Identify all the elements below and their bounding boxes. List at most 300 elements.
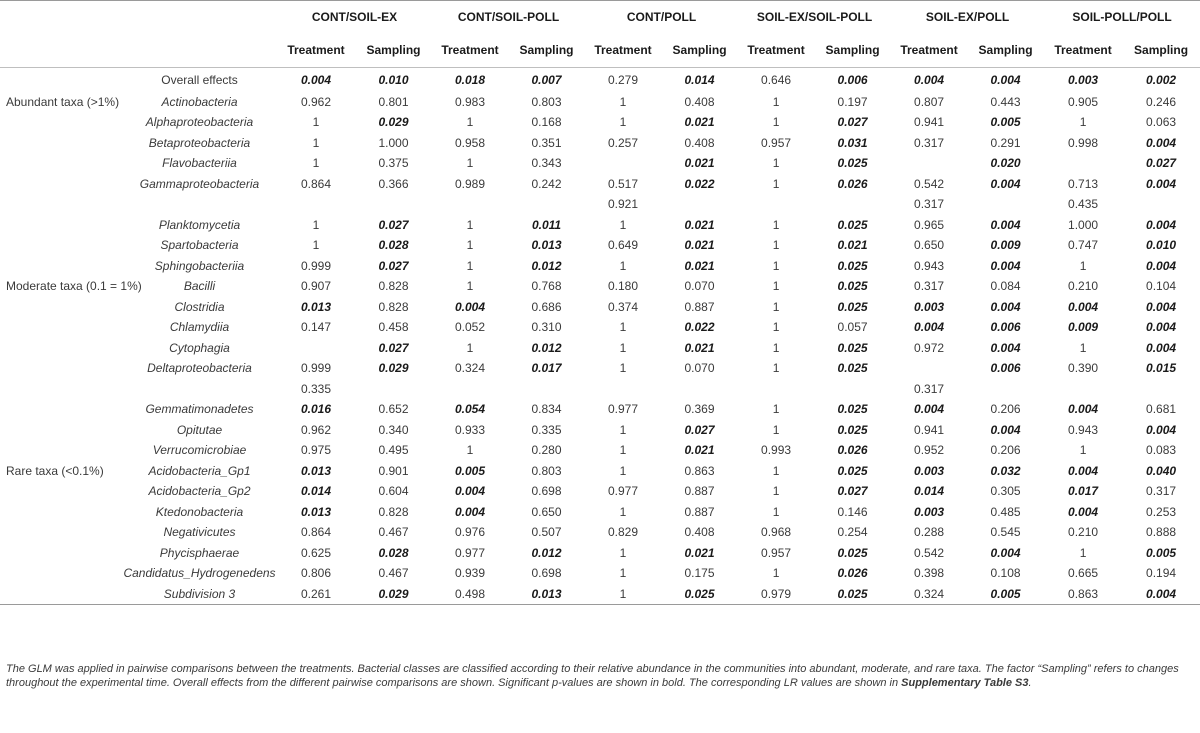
p-value-cell: 0.004 (454, 299, 486, 314)
p-value-cell: 0.009 (990, 238, 1021, 252)
p-value-cell (1122, 379, 1200, 400)
p-value-cell: 0.977 (608, 484, 639, 498)
p-value-cell: 0.057 (837, 320, 868, 334)
p-value-cell: 1 (619, 340, 627, 355)
p-value-cell: 0.003 (914, 463, 945, 478)
p-value-cell: 0.004 (990, 299, 1021, 314)
p-value-cell: 0.012 (531, 545, 562, 560)
p-value-cell (585, 379, 661, 400)
p-value-cell: 0.952 (914, 443, 945, 457)
p-value-cell: 0.104 (1146, 279, 1177, 293)
p-value-cell: 0.340 (378, 422, 409, 437)
p-value-cell: 0.999 (300, 361, 332, 375)
taxa-group-label: Moderate taxa (0.1 = 1%) (6, 279, 142, 293)
table-row (0, 481, 1200, 502)
p-value-cell: 0.004 (1146, 217, 1177, 232)
p-value-cell: 0.498 (454, 586, 486, 601)
table-row (0, 338, 1200, 359)
p-value-cell: 0.028 (378, 545, 409, 560)
p-value-cell: 0.027 (684, 422, 715, 437)
p-value-cell: 0.022 (684, 320, 715, 334)
footnote-reference: Supplementary Table S3 (901, 677, 1029, 689)
p-value-cell: 0.004 (1146, 320, 1177, 334)
p-value-cell: 0.031 (837, 135, 868, 150)
p-value-cell: 0.933 (454, 422, 486, 437)
p-value-cell: 0.014 (300, 484, 332, 498)
p-value-cell: 0.962 (300, 94, 332, 109)
p-value-cell: 0.829 (608, 525, 639, 539)
p-value-cell (432, 379, 508, 400)
p-value-cell (967, 379, 1044, 400)
bacterial-class-label: Acidobacteria_Gp1 (148, 463, 251, 478)
p-value-cell: 0.941 (914, 115, 945, 129)
p-value-cell (738, 379, 814, 400)
p-value-cell: 1 (772, 340, 780, 355)
p-value-cell: 0.005 (990, 586, 1021, 601)
p-value-cell: 0.317 (914, 381, 945, 396)
p-value-cell: 0.025 (684, 586, 715, 601)
p-value-cell: 0.517 (608, 176, 639, 191)
p-value-cell: 0.021 (684, 156, 715, 170)
p-value-cell: 0.015 (1146, 361, 1177, 375)
p-value-cell: 0.972 (914, 340, 945, 355)
table-row (0, 522, 1200, 543)
treatment-header: Treatment (594, 42, 652, 57)
p-value-cell: 0.253 (1146, 504, 1177, 519)
p-value-cell: 0.542 (914, 176, 945, 191)
bacterial-class-label: Planktomycetia (158, 217, 241, 232)
comparison-header: CONT/SOIL-EX (277, 1, 432, 34)
p-value-cell (891, 358, 967, 379)
p-value-cell: 0.495 (378, 443, 409, 457)
p-value-cell: 0.698 (531, 566, 562, 580)
footnote-text: The GLM was applied in pairwise comparisons between the treatments. Bacterial classes are classified according to their relative abundance in the communities into abundant, moderate, and rare taxa. The factor “Sampling” refers to changes throughout the experimental time. Overall effects from the different pairwise comparisons are shown. Significant p-values are shown in bold. The corresponding LR values are shown in (6, 663, 1179, 689)
p-value-cell: 0.009 (1068, 320, 1099, 334)
p-value-cell: 0.004 (990, 422, 1021, 437)
p-value-cell: 1 (772, 320, 780, 334)
p-value-cell (661, 379, 738, 400)
p-value-cell: 0.007 (531, 72, 562, 87)
bacterial-class-label: Spartobacteria (160, 238, 239, 252)
treatment-header: Treatment (1054, 42, 1112, 57)
p-value-cell (508, 194, 585, 215)
comparison-header: CONT/SOIL-POLL (432, 1, 585, 34)
p-value-cell: 0.021 (684, 238, 715, 252)
comparison-header: SOIL-EX/POLL (891, 1, 1044, 34)
p-value-cell: 0.305 (990, 484, 1021, 498)
p-value-cell: 0.004 (990, 545, 1021, 560)
bacterial-class-label: Ktedonobacteria (155, 504, 244, 519)
p-value-cell: 0.025 (837, 299, 868, 314)
table-row (0, 194, 1200, 215)
p-value-cell: 0.324 (914, 586, 945, 601)
p-value-cell: 0.025 (837, 258, 868, 273)
sampling-header: Sampling (519, 42, 574, 57)
table-row (0, 153, 1200, 174)
p-value-cell: 0.408 (684, 135, 715, 150)
p-value-cell: 0.467 (378, 525, 409, 539)
p-value-cell: 0.004 (990, 258, 1021, 273)
p-value-cell: 0.288 (914, 525, 945, 539)
table-body (0, 68, 1200, 605)
p-value-cell (967, 194, 1044, 215)
p-value-cell: 0.005 (990, 115, 1021, 129)
table-row (0, 235, 1200, 256)
bacterial-class-label: Flavobacteriia (162, 156, 237, 170)
sampling-header: Sampling (672, 42, 727, 57)
p-value-cell (585, 153, 661, 174)
table-row (0, 317, 1200, 338)
p-value-cell: 0.010 (378, 72, 409, 87)
table-row (0, 563, 1200, 584)
bacterial-class-label: Overall effects (161, 72, 238, 87)
p-value-cell: 0.032 (990, 463, 1021, 478)
p-value-cell: 0.040 (1146, 463, 1177, 478)
p-value-cell: 1 (1079, 443, 1087, 457)
sampling-header: Sampling (978, 42, 1033, 57)
p-value-cell: 0.317 (914, 279, 945, 293)
p-value-cell: 0.025 (837, 340, 868, 355)
p-value-cell: 1 (772, 422, 780, 437)
bacterial-class-label: Clostridia (174, 299, 225, 314)
p-value-cell: 0.968 (761, 525, 792, 539)
p-value-cell: 1 (466, 156, 474, 170)
bacterial-class-label: Sphingobacteriia (154, 258, 245, 273)
table-row (0, 440, 1200, 461)
treatment-header: Treatment (747, 42, 805, 57)
p-value-cell: 0.025 (837, 463, 868, 478)
p-value-cell (277, 194, 355, 215)
p-value-cell: 0.801 (378, 94, 409, 109)
p-value-cell: 0.004 (300, 72, 332, 87)
p-value-cell: 0.458 (378, 320, 409, 334)
bacterial-class-label: Cytophagia (169, 340, 230, 355)
bacterial-class-label: Chlamydiia (169, 320, 230, 334)
p-value-cell: 0.958 (454, 135, 486, 150)
comparison-header: SOIL-POLL/POLL (1044, 1, 1200, 34)
p-value-cell: 1 (772, 115, 780, 129)
p-value-cell (277, 338, 355, 359)
p-value-cell (432, 194, 508, 215)
p-value-cell: 0.025 (837, 545, 868, 560)
p-value-cell: 0.545 (990, 525, 1021, 539)
p-value-cell: 0.246 (1146, 94, 1177, 109)
p-value-cell: 0.070 (684, 361, 715, 375)
p-value-cell: 0.004 (990, 340, 1021, 355)
p-value-cell: 0.343 (531, 156, 562, 170)
p-value-cell: 1 (466, 340, 474, 355)
bacterial-class-label: Verrucomicrobiae (152, 443, 247, 457)
p-value-cell (1122, 194, 1200, 215)
p-value-cell: 0.084 (990, 279, 1021, 293)
p-value-cell: 1 (312, 238, 320, 252)
sampling-header: Sampling (825, 42, 880, 57)
p-value-cell: 0.004 (1068, 504, 1099, 519)
bacterial-class-label: Bacilli (183, 279, 216, 293)
p-value-cell: 0.713 (1068, 176, 1099, 191)
bacterial-class-label: Acidobacteria_Gp2 (148, 484, 251, 498)
p-value-cell: 0.025 (837, 217, 868, 232)
p-value-cell: 0.649 (608, 238, 639, 252)
p-value-cell: 0.999 (300, 258, 332, 273)
p-value-cell: 0.375 (378, 156, 409, 170)
p-value-cell: 0.408 (684, 525, 715, 539)
p-value-cell: 0.054 (454, 402, 486, 416)
p-value-cell: 0.194 (1146, 566, 1177, 580)
taxa-group-label: Abundant taxa (>1%) (6, 94, 120, 109)
p-value-cell: 0.004 (454, 484, 486, 498)
p-value-cell: 0.004 (914, 402, 945, 416)
p-value-cell: 0.907 (300, 279, 332, 293)
p-value-cell: 0.018 (454, 72, 486, 87)
p-value-cell: 0.180 (608, 279, 639, 293)
p-value-cell: 1 (1079, 258, 1087, 273)
p-value-cell: 0.317 (914, 135, 945, 150)
p-value-cell: 1 (772, 402, 780, 416)
p-value-cell: 0.485 (990, 504, 1021, 519)
p-value-cell: 0.003 (914, 299, 945, 314)
p-value-cell (814, 379, 891, 400)
p-value-cell: 0.646 (761, 72, 792, 87)
p-value-cell: 0.010 (1146, 238, 1177, 252)
p-value-cell: 1 (772, 176, 780, 191)
p-value-cell: 0.025 (837, 279, 868, 293)
p-value-cell: 1 (772, 258, 780, 273)
p-value-cell: 0.280 (531, 443, 562, 457)
table-row (0, 174, 1200, 195)
p-value-cell: 0.254 (837, 525, 868, 539)
p-value-cell: 1 (619, 94, 627, 109)
p-value-cell: 0.026 (837, 443, 868, 457)
p-value-cell: 0.027 (837, 484, 868, 498)
p-value-cell: 0.435 (1068, 197, 1099, 211)
p-value-cell: 0.901 (378, 463, 409, 478)
p-value-cell: 1 (1079, 340, 1087, 355)
table-row (0, 502, 1200, 523)
sampling-header: Sampling (1134, 42, 1189, 57)
p-value-cell: 0.004 (1068, 402, 1099, 416)
p-value-cell: 0.014 (914, 484, 945, 498)
p-value-cell: 1 (466, 217, 474, 232)
p-value-cell: 0.317 (914, 197, 945, 211)
p-value-cell: 1 (619, 566, 627, 580)
p-value-cell: 0.014 (684, 72, 715, 87)
bacterial-class-label: Negativicutes (163, 525, 236, 539)
p-value-cell: 0.698 (531, 484, 562, 498)
p-value-cell: 0.027 (837, 115, 868, 129)
p-value-cell: 0.887 (684, 299, 715, 314)
bacterial-class-label: Gammaproteobacteria (139, 176, 260, 191)
p-value-cell: 0.004 (1068, 463, 1099, 478)
p-value-cell: 0.210 (1068, 279, 1099, 293)
bacterial-class-label: Alphaproteobacteria (145, 115, 254, 129)
p-value-cell: 0.175 (684, 566, 715, 580)
p-value-cell: 0.063 (1146, 115, 1177, 129)
table-row (0, 461, 1200, 482)
taxa-group-label: Rare taxa (<0.1%) (0, 461, 122, 605)
p-value-cell: 0.006 (990, 320, 1021, 334)
p-value-cell: 0.147 (300, 320, 332, 334)
p-value-cell: 1 (772, 361, 780, 375)
p-value-cell: 0.390 (1068, 361, 1099, 375)
p-value-cell (891, 153, 967, 174)
p-value-cell: 1 (619, 320, 627, 334)
p-value-cell: 0.020 (990, 156, 1021, 170)
p-value-cell: 0.807 (914, 94, 945, 109)
p-value-cell: 0.864 (300, 525, 332, 539)
p-value-cell: 0.028 (378, 238, 409, 252)
p-value-cell: 1 (466, 258, 474, 273)
p-value-cell: 0.017 (1068, 484, 1099, 498)
p-value-cell: 0.013 (531, 586, 562, 601)
p-value-cell: 0.335 (531, 422, 562, 437)
p-value-cell: 0.025 (837, 361, 868, 375)
p-value-cell: 1 (466, 279, 474, 293)
bacterial-class-label (122, 194, 277, 215)
table-row (0, 420, 1200, 441)
p-value-cell: 0.977 (608, 402, 639, 416)
p-value-cell: 0.803 (531, 94, 562, 109)
p-value-cell: 0.004 (1146, 135, 1177, 150)
p-value-cell: 0.021 (684, 217, 715, 232)
comparison-header: SOIL-EX/SOIL-POLL (738, 1, 891, 34)
p-value-cell: 0.408 (684, 94, 715, 109)
p-value-cell: 0.665 (1068, 566, 1099, 580)
p-value-cell: 0.021 (684, 443, 715, 457)
p-value-cell: 0.261 (300, 586, 332, 601)
p-value-cell: 0.206 (990, 402, 1021, 416)
p-value-cell: 0.828 (378, 279, 409, 293)
p-value-cell: 0.027 (378, 340, 409, 355)
p-value-cell: 0.979 (761, 586, 792, 601)
table-row (0, 276, 1200, 297)
p-value-cell: 0.004 (454, 504, 486, 519)
p-value-cell: 0.939 (454, 566, 486, 580)
p-value-cell: 1 (312, 156, 320, 170)
p-value-cell: 0.006 (837, 72, 868, 87)
bacterial-class-label: Deltaproteobacteria (147, 361, 252, 375)
p-value-cell: 1 (619, 504, 627, 519)
p-value-cell: 1 (772, 279, 780, 293)
p-value-cell: 0.026 (837, 566, 868, 580)
p-value-cell: 0.650 (531, 504, 562, 519)
p-value-cell: 0.257 (608, 135, 639, 150)
bacterial-class-label: Opitutae (176, 422, 223, 437)
p-value-cell: 0.004 (990, 72, 1021, 87)
p-value-cell: 0.003 (914, 504, 945, 519)
p-value-cell (355, 379, 432, 400)
p-value-cell: 0.004 (1146, 586, 1177, 601)
p-value-cell: 1 (312, 217, 320, 232)
p-value-cell: 1 (772, 238, 780, 252)
p-value-cell: 1 (1079, 115, 1087, 129)
p-value-cell: 1 (619, 217, 627, 232)
p-value-cell: 1 (772, 463, 780, 478)
p-value-cell: 0.652 (378, 402, 409, 416)
p-value-cell: 1 (312, 115, 320, 129)
sampling-header: Sampling (366, 42, 421, 57)
p-value-cell: 1 (466, 443, 474, 457)
p-value-cell: 0.977 (454, 545, 486, 560)
p-value-cell: 0.025 (837, 586, 868, 601)
p-value-cell: 0.004 (914, 72, 945, 87)
p-value-cell: 0.108 (990, 566, 1021, 580)
p-value-cell: 0.004 (1068, 299, 1099, 314)
p-value-cell: 1 (619, 586, 627, 601)
bacterial-class-label: Phycisphaerae (159, 545, 240, 560)
p-value-cell: 0.975 (300, 443, 332, 457)
p-value-cell: 0.021 (684, 340, 715, 355)
p-value-cell: 0.011 (531, 217, 562, 232)
p-value-cell: 0.279 (608, 72, 639, 87)
table-row (0, 256, 1200, 277)
p-value-cell: 0.197 (837, 94, 868, 109)
table-footnote (6, 662, 1194, 690)
p-value-cell: 0.681 (1146, 402, 1177, 416)
p-value-cell: 0.828 (378, 299, 409, 314)
p-value-cell: 0.921 (608, 197, 639, 211)
p-value-cell: 0.013 (300, 504, 332, 519)
p-value-cell: 0.004 (1146, 422, 1177, 437)
bacterial-class-label: Gemmatimonadetes (145, 402, 254, 416)
p-value-cell: 0.006 (990, 361, 1021, 375)
p-value-cell: 0.507 (531, 525, 562, 539)
p-value-cell: 0.004 (1146, 340, 1177, 355)
table-row (0, 379, 1200, 400)
p-value-cell: 0.443 (990, 94, 1021, 109)
table-row (0, 399, 1200, 420)
table-row (0, 133, 1200, 154)
p-value-cell: 0.013 (300, 463, 332, 478)
table-row (0, 68, 1200, 92)
bacterial-class-label: Actinobacteria (161, 94, 238, 109)
p-value-cell: 1 (466, 238, 474, 252)
p-value-cell: 1 (772, 504, 780, 519)
p-value-cell: 0.965 (914, 217, 945, 232)
p-value-cell: 1 (312, 135, 320, 150)
p-value-cell: 0.021 (684, 258, 715, 273)
p-value-cell: 0.022 (684, 176, 715, 191)
treatment-header: Treatment (441, 42, 499, 57)
p-value-cell: 0.834 (531, 402, 562, 416)
p-value-cell: 0.206 (990, 443, 1021, 457)
p-value-cell: 0.012 (531, 340, 562, 355)
p-value-cell: 0.210 (1068, 525, 1099, 539)
treatment-header: Treatment (287, 42, 345, 57)
p-value-cell: 0.686 (531, 299, 562, 314)
p-value-cell: 0.004 (1146, 299, 1177, 314)
p-value-cell: 0.747 (1068, 238, 1099, 252)
p-value-cell: 1 (772, 566, 780, 580)
p-value-cell: 0.887 (684, 484, 715, 498)
p-value-cell: 0.029 (378, 115, 409, 129)
p-value-cell: 0.957 (761, 135, 792, 150)
p-value-cell: 1 (619, 115, 627, 129)
p-value-cell: 0.806 (300, 566, 332, 580)
p-value-cell: 0.004 (914, 320, 945, 334)
p-value-cell: 0.027 (1146, 156, 1177, 170)
p-value-cell: 0.398 (914, 566, 945, 580)
p-value-cell: 0.052 (454, 320, 486, 334)
p-value-cell: 0.004 (990, 176, 1021, 191)
p-value-cell: 0.013 (531, 238, 562, 252)
p-value-cell: 0.168 (531, 115, 562, 129)
p-value-cell: 0.025 (837, 156, 868, 170)
p-value-cell: 0.366 (378, 176, 409, 191)
p-value-cell: 0.021 (837, 238, 868, 252)
p-value-cell: 1 (772, 156, 780, 170)
p-value-cell: 0.083 (1146, 443, 1177, 457)
